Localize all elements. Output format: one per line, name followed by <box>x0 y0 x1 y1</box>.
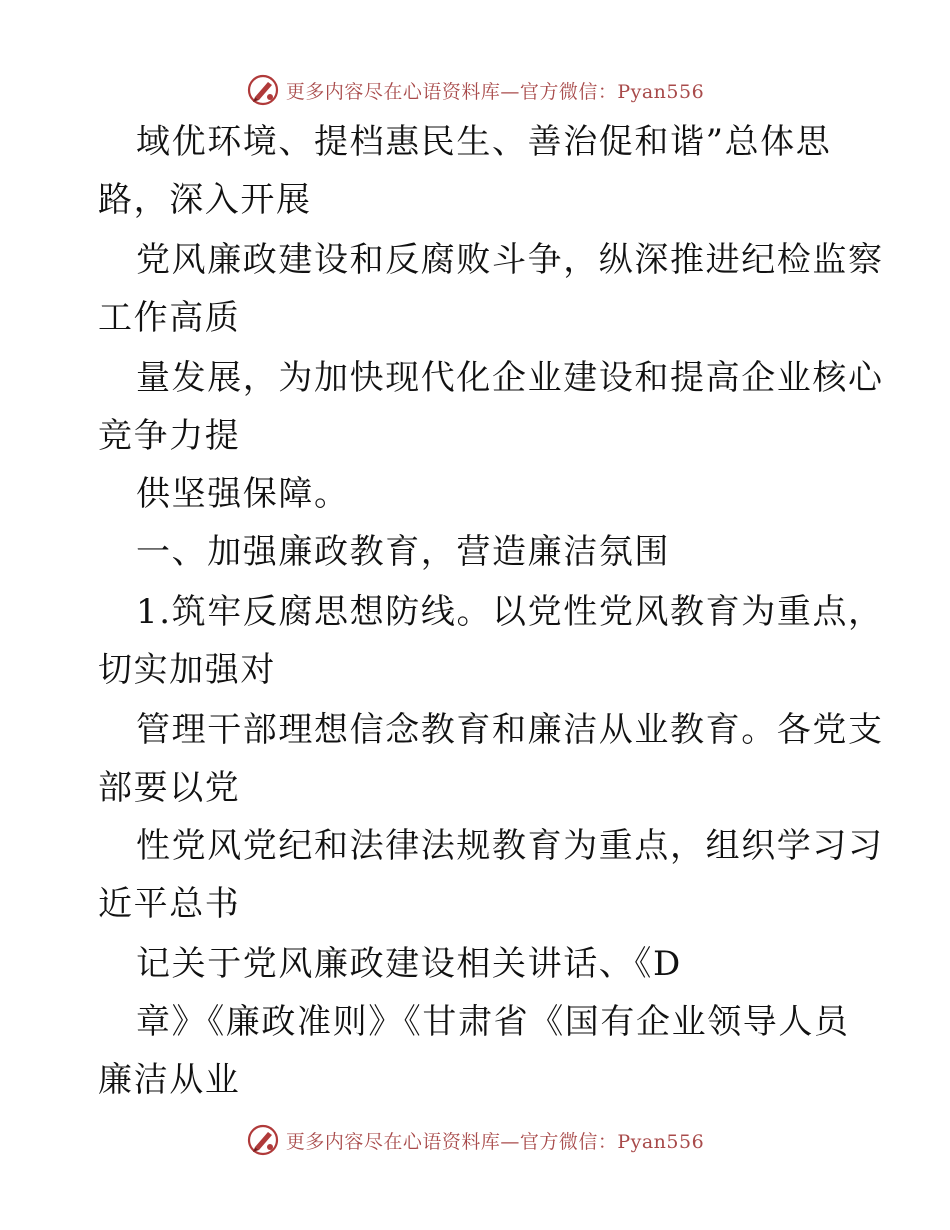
text-line: 1.筑牢反腐思想防线。以党性党风教育为重点， <box>136 592 884 632</box>
text-line: 部要以党 <box>98 768 241 808</box>
text-line: 量发展，为加快现代化企业建设和提高企业核心 <box>136 358 884 398</box>
text-line: 廉洁从业 <box>98 1060 241 1100</box>
text-line: 切实加强对 <box>98 650 276 690</box>
footer-watermark <box>0 1120 950 1160</box>
text-line: 一、加强廉政教育，营造廉洁氛围 <box>136 532 670 572</box>
watermark-text: 更多内容尽在心语资料库—官方微信：Pyan556 <box>285 1130 705 1153</box>
text-line: 记关于党风廉政建设相关讲话、《D <box>136 944 682 984</box>
text-line: 竞争力提 <box>98 416 241 456</box>
text-line: 域优环境、提档惠民生、善治促和谐”总体思 <box>136 122 832 162</box>
text-line: 党风廉政建设和反腐败斗争，纵深推进纪检监察 <box>136 240 884 280</box>
text-line: 近平总书 <box>98 884 241 924</box>
watermark-text: 更多内容尽在心语资料库—官方微信：Pyan556 <box>285 80 705 103</box>
text-line: 管理干部理想信念教育和廉洁从业教育。各党支 <box>136 710 884 750</box>
text-line: 路，深入开展 <box>98 180 312 220</box>
pen-logo-icon <box>246 73 280 107</box>
text-line: 章》《廉政准则》《甘肃省《国有企业领导人员 <box>136 1002 850 1042</box>
header-watermark <box>0 70 950 110</box>
text-line: 供坚强保障。 <box>136 474 350 514</box>
pen-logo-icon <box>246 1123 280 1157</box>
text-line: 工作高质 <box>98 298 241 338</box>
text-line: 性党风党纪和法律法规教育为重点，组织学习习 <box>136 826 884 866</box>
